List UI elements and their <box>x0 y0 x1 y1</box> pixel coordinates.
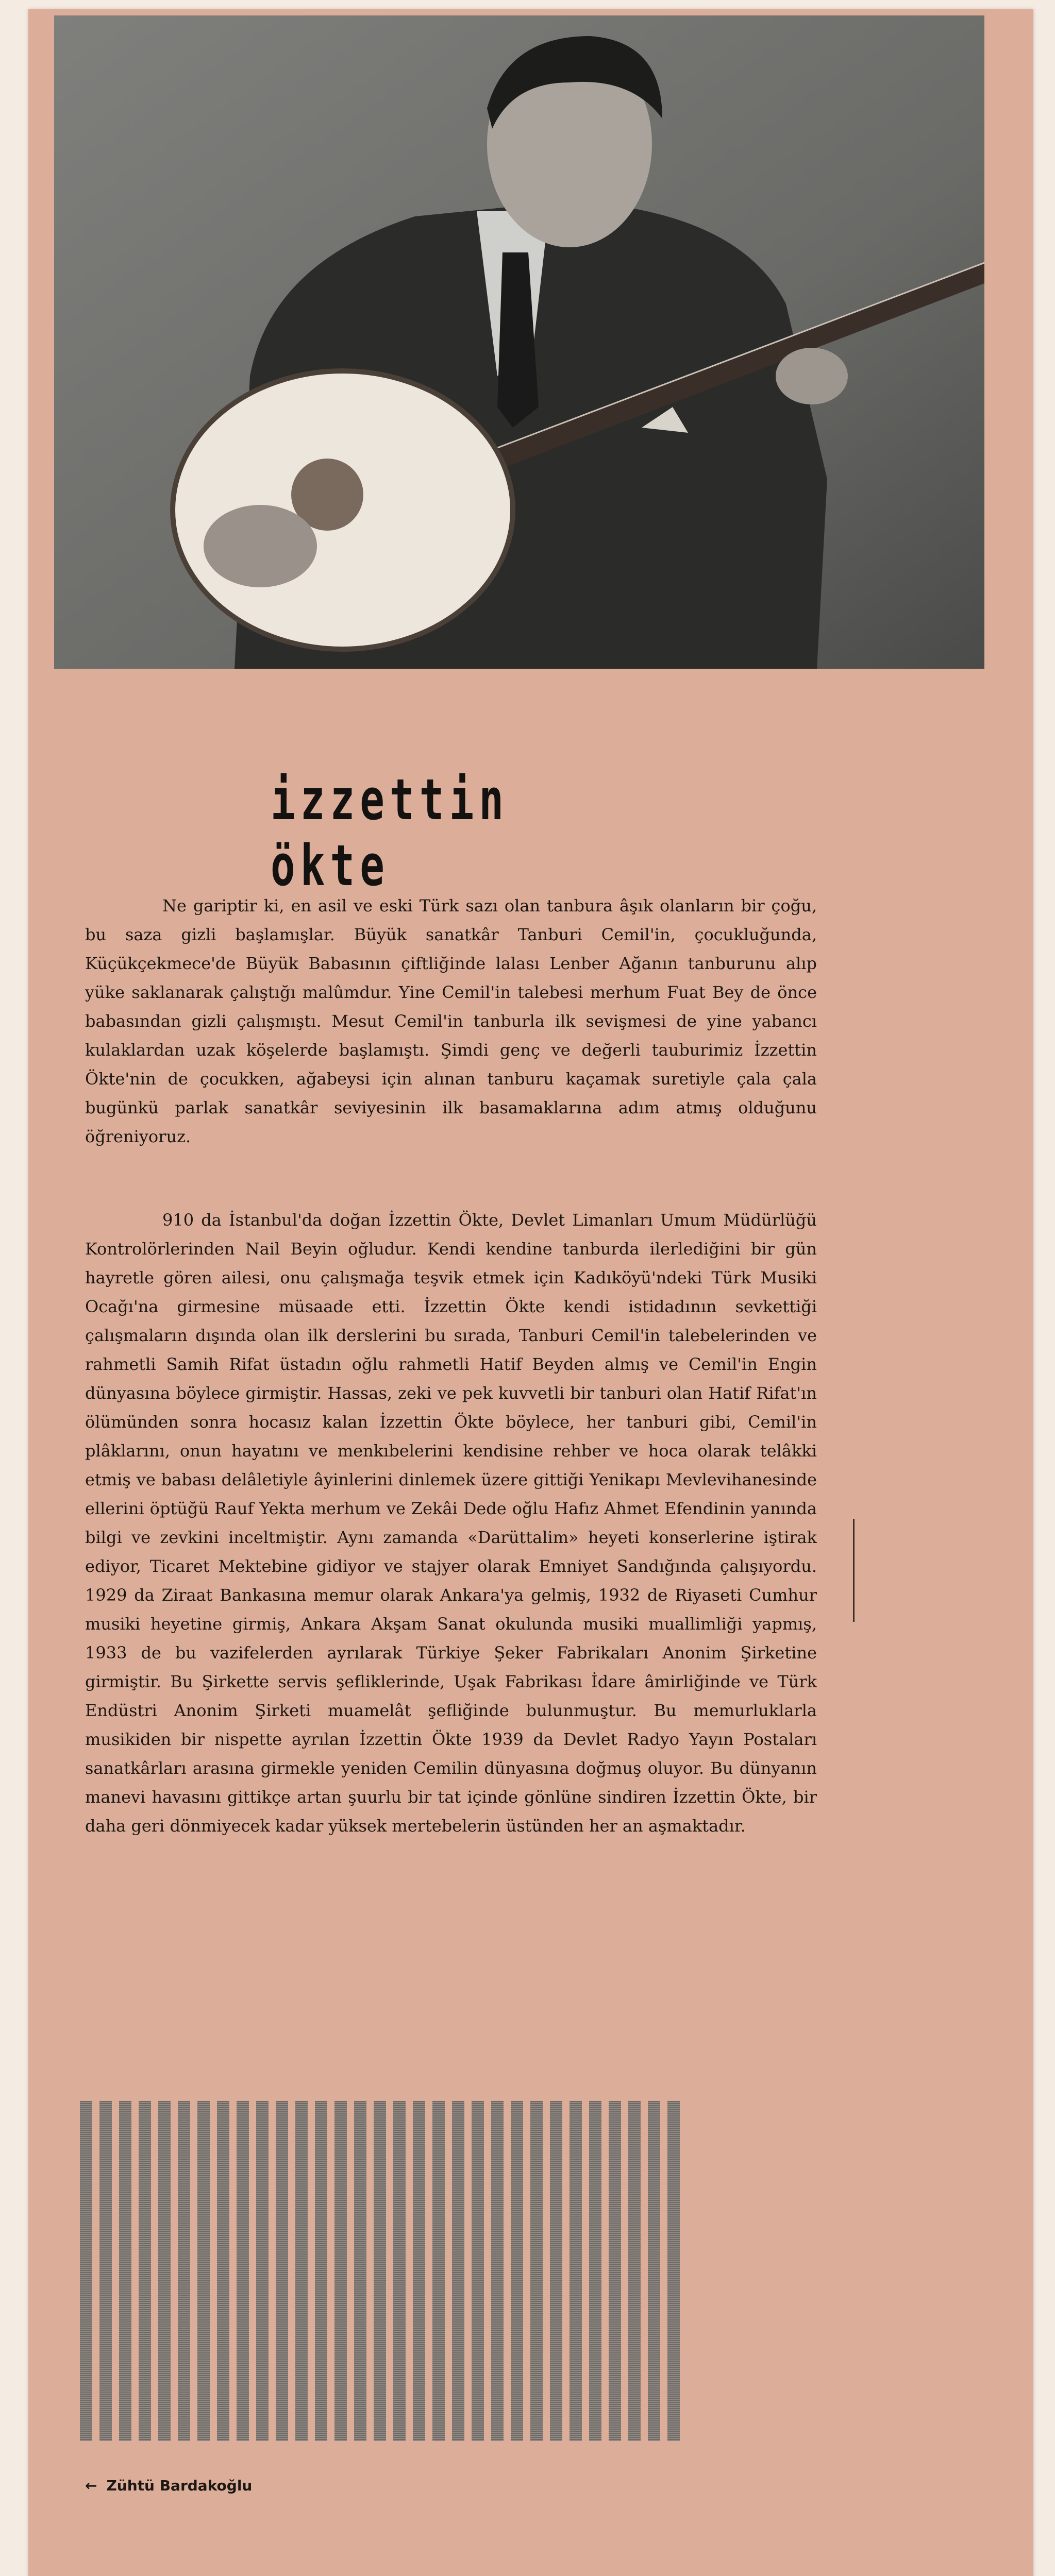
ornament-stripe <box>217 2101 229 2441</box>
ornament-stripe <box>374 2101 386 2441</box>
ornament-stripe <box>628 2101 641 2441</box>
article-paragraph-1: Ne gariptir ki, en asil ve eski Türk sazı olan tanbura âşık olanların bir çoğu, bu saza gizli başlamışlar. Büyük sanatkâr Tanburi Cemil'in, çocukluğunda, Küçükçekmece'de Büyük Babasının çiftliğinde lalası Lenber Ağanın tanburunu alıp yüke saklanarak çalıştığı malûmdur. Yine Cemil'in talebesi merhum Fuat Bey de önce babasından gizli çalışmıştı. Mesut Cemil'in tanburla ilk sevişmesi de yine yabancı kulaklardan uzak köşelerde başlamıştı. Şimdi genç ve değerli tauburimiz İzzettin Ökte'nin de çocukken, ağabeysi için alınan tanburu kaçamak suretiyle çala çala bugünkü parlak sanatkâr seviyesinin ilk basamaklarına adım atmış olduğunu öğreniyoruz. <box>85 896 817 1146</box>
article-title: izzettin ökte <box>271 767 509 899</box>
margin-rule <box>853 1519 855 1622</box>
ornament-stripe <box>452 2101 464 2441</box>
ornament-stripe <box>570 2101 582 2441</box>
author-name: Zühtü Bardakoğlu <box>106 2477 253 2494</box>
ornament-stripe <box>315 2101 327 2441</box>
author-credit <box>85 2477 252 2494</box>
ornament-stripe <box>472 2101 484 2441</box>
ornament-stripe <box>432 2101 445 2441</box>
portrait-photo <box>54 15 984 669</box>
ornament-stripe <box>589 2101 601 2441</box>
ornament-stripe <box>648 2101 660 2441</box>
article-paragraph-2: 910 da İstanbul'da doğan İzzettin Ökte, Devlet Limanları Umum Müdürlüğü Kontrolörlerinden Nail Beyin oğludur. Kendi kendine tanburda ilerlediğini bir gün hayretle gören ailesi, onu çalışmağa teşvik etmek için Kadıköyü'ndeki Türk Musiki Ocağı'na girmesine müsaade etti. İzzettin Ökte kendi istidadının sevkettiği çalışmaların dışında olan ilk derslerini bu sırada, Tanburi Cemil'in talebelerinden ve rahmetli Samih Rifat üstadın oğlu rahmetli Hatif Beyden almış ve Cemil'in Engin dünyasına böylece girmiştir. Hassas, zeki ve pek kuvvetli bir tanburi olan Hatif Rifat'ın ölümünden sonra hocasız kalan İzzettin Ökte böylece, her tanburi gibi, Cemil'in plâklarını, onun hayatını ve menkıbelerini kendisine rehber ve hoca olarak telâkki etmiş ve babası delâletiyle âyinlerini dinlemek üzere gittiği Yenikapı Mevlevihanesinde ellerini öptüğü Rauf Yekta merhum ve Zekâi Dede oğlu Hafız Ahmet Efendinin yanında bilgi ve zevkini inceltmiştir. Aynı zamanda «Darüttalim» heyeti konserlerine iştirak ediyor, Ticaret Mektebine gidiyor ve stajyer olarak Emniyet Sandığında çalışıyordu. 1929 da Ziraat Bankasına memur olarak Ankara'ya gelmiş, 1932 de Riyaseti Cumhur musiki heyetine girmiş, Ankara Akşam Sanat okulunda musiki muallimliği yapmış, 1933 de bu vazifelerden ayrılarak Türkiye Şeker Fabrikaları Anonim Şirketine girmiştir. Bu Şirkette servis şefliklerinde, Uşak Fabrikası İdare âmirliğinde ve Türk Endüstri Anonim Şirketi muamelât şefliğinde bulunmuştur. Bu memurluklarla musikiden bir nispette ayrılan İzzettin Ökte 1939 da Devlet Radyo Yayın Postaları sanatkârları arasına girmekle yeniden Cemilin dünyasına doğmuş oluyor. Bu dünyanın manevi havasını gittikçe artan şuurlu bir tat içinde gönlüne sindiren İzzettin Ökte, bir daha geri dönmiyecek kadar yüksek mertebelerin üstünden her an aşmaktadır. <box>85 1210 817 1836</box>
ornament-stripe <box>158 2101 171 2441</box>
arrow-left-icon: ← <box>85 2477 97 2494</box>
ornament-stripe <box>334 2101 347 2441</box>
ornament-stripe <box>413 2101 425 2441</box>
ornament-stripe <box>393 2101 406 2441</box>
striped-ornament <box>80 2101 812 2441</box>
ornament-stripe <box>119 2101 131 2441</box>
ornament-stripe <box>511 2101 523 2441</box>
ornament-stripe <box>139 2101 151 2441</box>
ornament-stripe <box>667 2101 680 2441</box>
ornament-stripe <box>237 2101 249 2441</box>
ornament-stripe <box>197 2101 210 2441</box>
ornament-stripe <box>295 2101 308 2441</box>
ornament-stripe <box>530 2101 543 2441</box>
ornament-stripe <box>256 2101 269 2441</box>
ornament-stripe <box>80 2101 92 2441</box>
ornament-stripe <box>550 2101 562 2441</box>
ornament-stripe <box>491 2101 504 2441</box>
ornament-stripe <box>354 2101 366 2441</box>
ornament-stripe <box>99 2101 112 2441</box>
ornament-stripe <box>276 2101 288 2441</box>
ornament-stripe <box>609 2101 621 2441</box>
ornament-stripe <box>178 2101 190 2441</box>
magazine-page <box>28 9 1033 2576</box>
musician-illustration <box>54 15 984 669</box>
